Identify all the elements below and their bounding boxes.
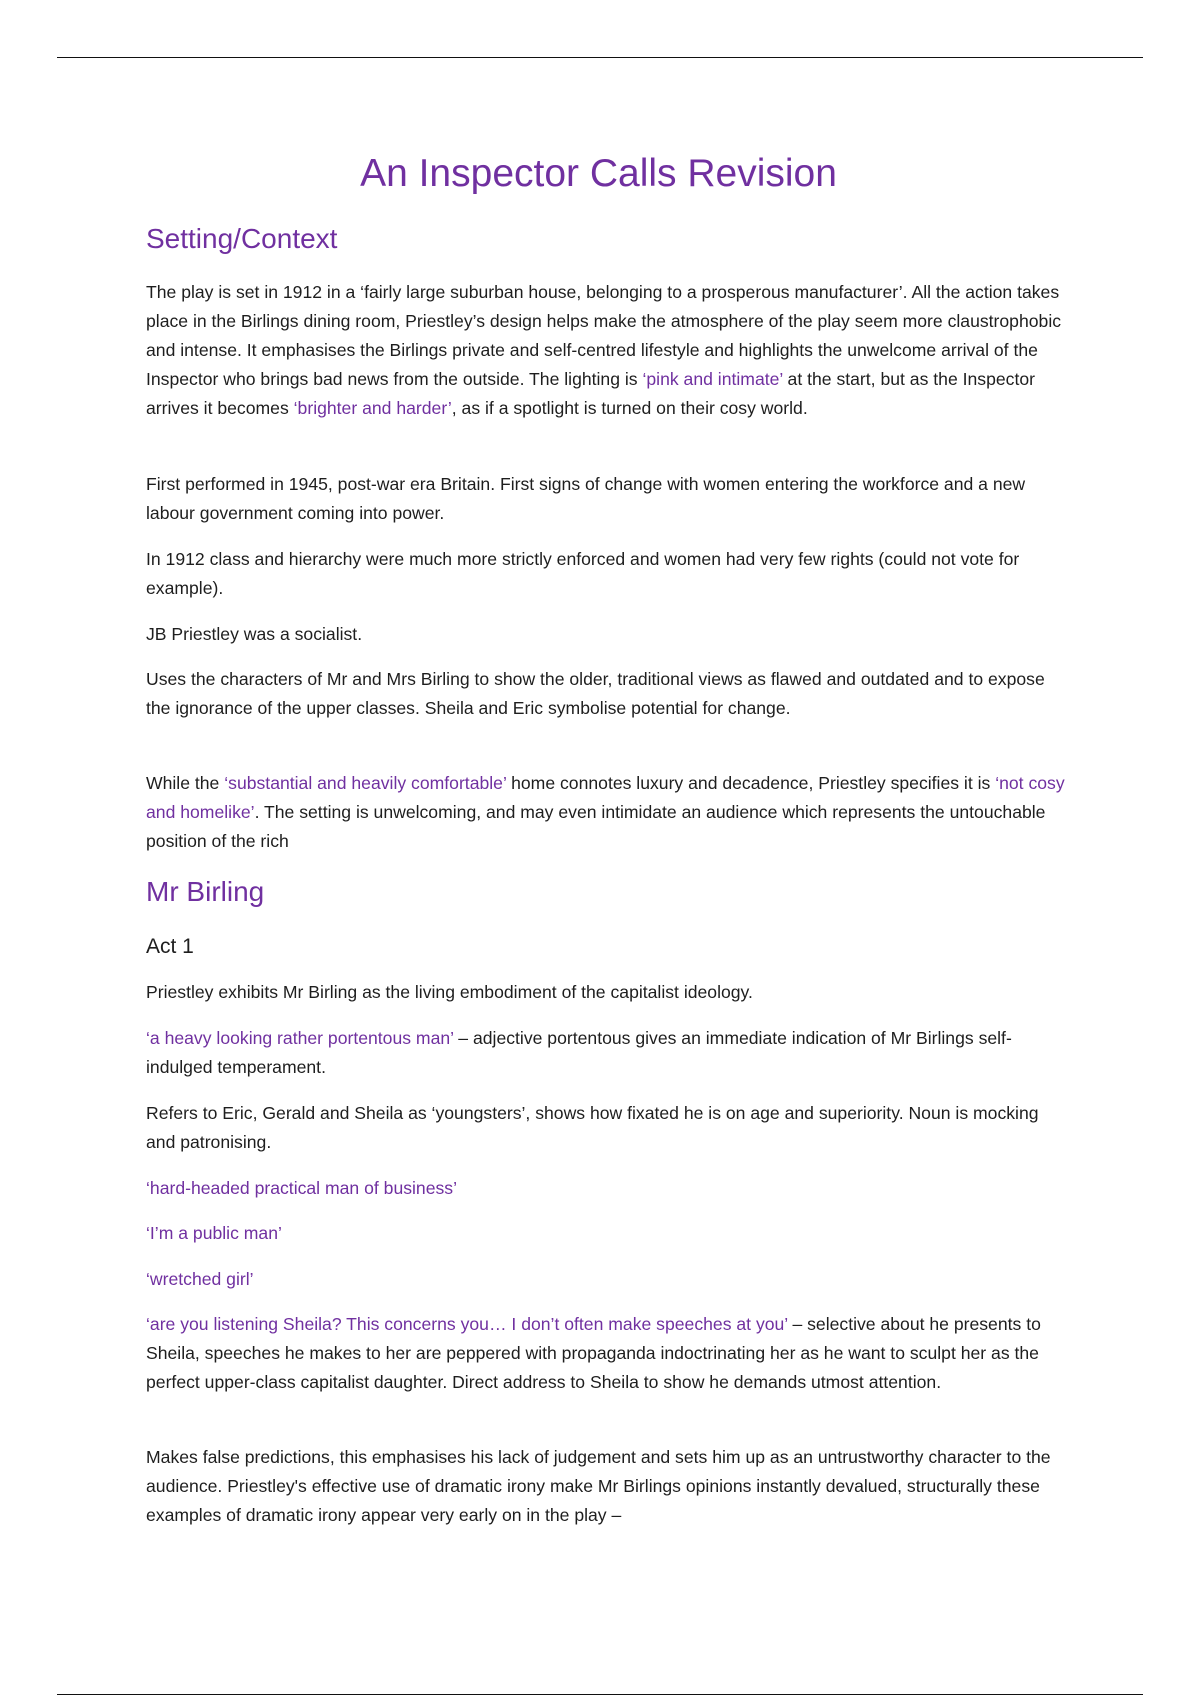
subheading-act-1: Act 1 — [146, 935, 194, 958]
top-rule — [57, 57, 1143, 58]
text-run: at the start, but as the Inspector arrives it becomes — [146, 369, 1035, 418]
setting-paragraph-1 — [146, 278, 1066, 423]
setting-paragraph-4: JB Priestley was a socialist. — [146, 624, 363, 644]
setting-paragraph-2: First performed in 1945, post-war era Britain. First signs of change with women entering the workforce and a new labour government coming into power. — [146, 474, 1026, 523]
birling-paragraph-2 — [146, 1024, 1066, 1082]
quote-pink-and-intimate: ‘pink and intimate’ — [642, 369, 783, 389]
bottom-rule — [57, 1694, 1143, 1695]
setting-paragraph-3: In 1912 class and hierarchy were much more strictly enforced and women had very few rights (could not vote for example). — [146, 549, 1020, 598]
section-heading-setting: Setting/Context — [146, 223, 338, 254]
text-run: The play is set in 1912 in a ‘fairly large suburban house, belonging to a prosperous manufacturer’. All the action takes place in the Birlings dining room, Priestley’s design helps make the atmosphere of the play seem more claustrophobic and intense. It emphasises the Birlings private and self-centred lifestyle and highlights the unwelcome arrival of the Inspector who brings bad news from the outside. The lighting is — [146, 282, 1062, 389]
text-run: – adjective portentous gives an immediate indication of Mr Birlings self-indulged temperament. — [146, 1028, 1012, 1077]
quote-hard-headed: ‘hard-headed practical man of business’ — [146, 1178, 458, 1198]
quote-not-cosy: ‘not cosy and homelike’ — [146, 773, 1065, 822]
birling-paragraph-1: Priestley exhibits Mr Birling as the living embodiment of the capitalist ideology. — [146, 982, 753, 1002]
quote-brighter-and-harder: ‘brighter and harder’ — [293, 398, 452, 418]
quote-portentous-man: ‘a heavy looking rather portentous man’ — [146, 1028, 454, 1048]
quote-substantial-comfortable: ‘substantial and heavily comfortable’ — [224, 773, 507, 793]
quote-wretched-girl: ‘wretched girl’ — [146, 1269, 254, 1289]
setting-paragraph-6 — [146, 769, 1066, 856]
quote-public-man: ‘I’m a public man’ — [146, 1223, 282, 1243]
section-heading-mr-birling: Mr Birling — [146, 876, 265, 907]
page-title: An Inspector Calls Revision — [360, 152, 837, 195]
text-run: While the — [146, 773, 225, 793]
quote-are-you-listening: ‘are you listening Sheila? This concerns you… I don’t often make speeches at you’ — [146, 1314, 788, 1334]
text-run: , as if a spotlight is turned on their cosy world. — [451, 398, 808, 418]
birling-paragraph-4 — [146, 1310, 1066, 1397]
birling-paragraph-3: Refers to Eric, Gerald and Sheila as ‘youngsters’, shows how fixated he is on age and superiority. Noun is mocking and patronising. — [146, 1103, 1039, 1152]
text-run: home connotes luxury and decadence, Priestley specifies it is — [506, 773, 996, 793]
text-run: . The setting is unwelcoming, and may even intimidate an audience which represents the untouchable position of the rich — [146, 802, 1046, 851]
text-run: – selective about he presents to Sheila, speeches he makes to her are peppered with propaganda indoctrinating her as he want to sculpt her as the perfect upper-class capitalist daughter. Direct address to Sheila to show he demands utmost attention. — [146, 1314, 1041, 1392]
birling-paragraph-5: Makes false predictions, this emphasises his lack of judgement and sets him up as an untrustworthy character to the audience. Priestley's effective use of dramatic irony make Mr Birlings opinions instantly devalued, structurally these examples of dramatic irony appear very early on in the play – — [146, 1447, 1051, 1525]
setting-paragraph-5: Uses the characters of Mr and Mrs Birling to show the older, traditional views as flawed and outdated and to expose the ignorance of the upper classes. Sheila and Eric symbolise potential for change. — [146, 669, 1045, 718]
